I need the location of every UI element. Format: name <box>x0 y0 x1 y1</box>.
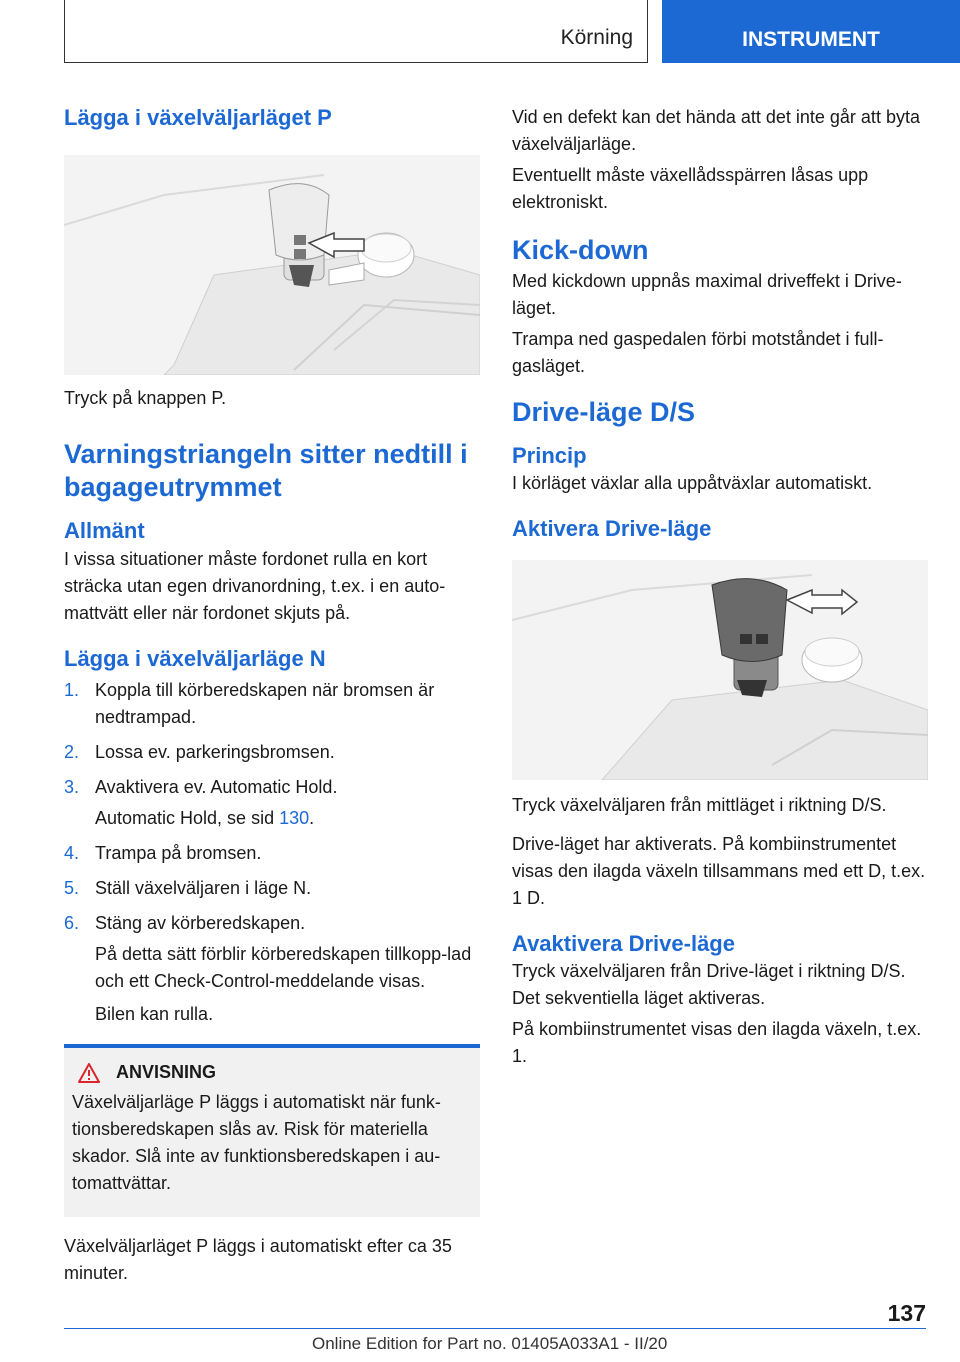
heading-general: Allmänt <box>64 518 145 544</box>
heading-principle: Princip <box>512 442 587 468</box>
list-item <box>64 910 480 937</box>
right-column <box>512 104 928 1070</box>
header-section-title: Körning <box>560 26 633 49</box>
figure-drive-selector <box>512 560 928 780</box>
paragraph-deactivate-2: På kombiinstrumentet visas den ilagda växeln, t.ex. 1. <box>512 1019 922 1067</box>
step-number: 6. <box>64 913 80 934</box>
caption-drive: Tryck växelväljaren från mittläget i riktning D/S. <box>512 794 887 815</box>
left-column <box>64 100 480 1287</box>
step-text: Koppla till körberedskapen när bromsen är nedtrampad. <box>95 680 435 728</box>
heading-deactivate-drive: Avaktivera Drive-läge <box>512 930 735 956</box>
caption-park: Tryck på knappen P. <box>64 387 227 408</box>
step6-note-1: På detta sätt förblir körberedskapen tillkopp-lad och ett Check-Control-meddelande visas. <box>95 944 472 992</box>
notice-text: Växelväljarläge P läggs i automatiskt när funk-tionsberedskapen slås av. Risk för materiella skador. Slå inte av funktionsberedskapen i au-tomattvättar. <box>72 1092 441 1194</box>
step-number: 4. <box>64 843 80 864</box>
step-number: 1. <box>64 680 80 701</box>
step-number: 5. <box>64 878 80 899</box>
step-text: Stäng av körberedskapen. <box>95 913 306 934</box>
gear-selector-illustration-2 <box>512 560 928 780</box>
paragraph-kickdown-2: Trampa ned gaspedalen förbi motståndet i full-gasläget. <box>512 328 884 376</box>
notice-box <box>64 1044 480 1217</box>
header-chapter-tab: INSTRUMENT <box>662 0 960 63</box>
heading-park: Lägga i växelväljarläget P <box>64 105 332 130</box>
paragraph-after-notice: Växelväljarläget P läggs i automatiskt efter ca 35 minuter. <box>64 1236 452 1284</box>
step3-note: Automatic Hold, se sid 130. <box>95 808 315 829</box>
notice-title: ANVISNING <box>116 1062 217 1083</box>
page-link[interactable]: 130 <box>279 808 310 829</box>
paragraph-drive-active: Drive-läget har aktiverats. På kombiinstrumentet visas den ilagda växeln tillsammans med ett D, t.ex. 1 D. <box>512 833 926 908</box>
footer-divider <box>64 1328 926 1329</box>
page-number: 137 <box>887 1300 926 1326</box>
paragraph-defect-1: Vid en defekt kan det hända att det inte går att byta växelväljarläge. <box>512 107 920 154</box>
paragraph-general: I vissa situationer måste fordonet rulla en kort sträcka utan egen drivanordning, t.ex. i en auto-mattvätt eller när fordonet skjuts på. <box>64 548 446 623</box>
heading-neutral: Lägga i växelväljarläge N <box>64 645 326 671</box>
paragraph-defect-2: Eventuellt måste växellådsspärren låsas upp elektroniskt. <box>512 165 869 212</box>
list-item <box>64 677 480 731</box>
gear-selector-illustration-1 <box>64 155 480 375</box>
step6-note-2: Bilen kan rulla. <box>95 1004 214 1025</box>
footer-edition: Online Edition for Part no. 01405A033A1 - II/20 <box>312 1334 668 1353</box>
paragraph-principle: I körläget växlar alla uppåtväxlar automatiskt. <box>512 473 873 494</box>
figure-park-button <box>64 155 480 375</box>
step-text: Lossa ev. parkeringsbromsen. <box>95 742 335 763</box>
list-item <box>64 739 480 766</box>
heading-warning-triangle: Varningstriangeln sitter nedtill i bagageutrymmet <box>64 438 468 503</box>
step-text: Avaktivera ev. Automatic Hold. <box>95 777 338 798</box>
list-item <box>64 840 480 867</box>
heading-kickdown: Kick-down <box>512 235 649 265</box>
header-section-box <box>64 0 648 63</box>
heading-drive-mode: Drive-läge D/S <box>512 396 696 427</box>
list-item <box>64 875 480 902</box>
paragraph-deactivate-1: Tryck växelväljaren från Drive-läget i riktning D/S. Det sekventiella läget aktiveras. <box>512 961 906 1009</box>
notice-title-row <box>72 1062 470 1083</box>
heading-activate-drive: Aktivera Drive-läge <box>512 516 712 542</box>
step-number: 3. <box>64 777 80 798</box>
list-item <box>64 774 480 801</box>
step-text: Ställ växelväljaren i läge N. <box>95 878 312 899</box>
paragraph-kickdown-1: Med kickdown uppnås maximal driveffekt i Drive-läget. <box>512 270 902 318</box>
step-number: 2. <box>64 742 80 763</box>
steps-list <box>64 677 480 1028</box>
step-text: Trampa på bromsen. <box>95 843 262 864</box>
warning-triangle-icon <box>78 1063 100 1083</box>
